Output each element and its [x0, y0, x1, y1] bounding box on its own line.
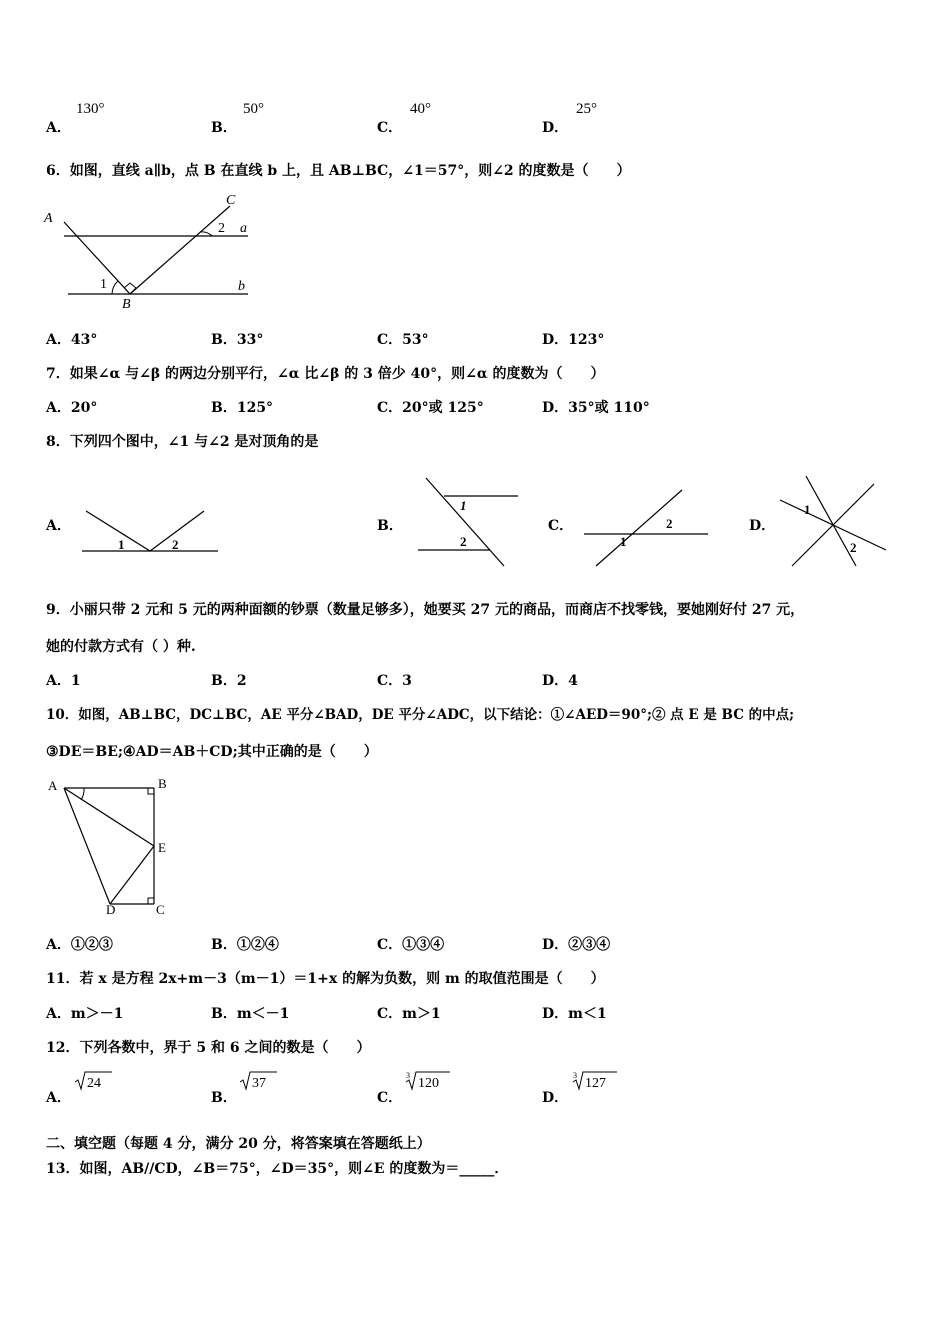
q12-option-b-radical [239, 1070, 279, 1092]
q6-label-a: a [240, 221, 247, 236]
q11-option-b: B．m＜－1 [211, 1006, 290, 1022]
q6-angle2-arc [200, 232, 212, 236]
q8-figure-a [78, 505, 220, 555]
q8-option-c-letter: C． [548, 518, 574, 534]
q12-stem: 12．下列各数中，界于 5 和 6 之间的数是（ ） [46, 1040, 371, 1056]
q10-option-c: C．①③④ [377, 937, 445, 953]
q9-option-a: A．1 [46, 673, 81, 689]
q8-figure-d [776, 474, 892, 568]
q6-label-2: 2 [218, 221, 225, 236]
q9-stem-line2: 她的付款方式有（ ）种. [46, 639, 196, 655]
q9-option-b: B．2 [211, 673, 247, 689]
q5-option-b-value: 50° [243, 101, 264, 117]
q11-option-c: C．m＞1 [377, 1006, 441, 1022]
q5-option-d-letter: D． [542, 120, 569, 136]
q12-option-d-letter: D． [542, 1090, 569, 1106]
q13-stem: 13．如图，AB//CD，∠B＝75°，∠D＝35°，则∠E 的度数为＝_____． [46, 1161, 509, 1177]
q7-option-d: D．35°或 110° [542, 400, 650, 416]
q10-stem-line2: ③DE＝BE;④AD＝AB＋CD;其中正确的是（ ） [46, 744, 378, 760]
q9-option-d: D．4 [542, 673, 578, 689]
q5-option-d-value: 25° [576, 101, 597, 117]
q6-option-d: D．123° [542, 332, 605, 348]
q8-option-a-letter: A． [46, 518, 71, 534]
q6-label-b: b [238, 279, 245, 294]
q5-option-a-value: 130° [76, 101, 105, 117]
q6-stem: 6．如图，直线 a∥b，点 B 在直线 b 上，且 AB⊥BC，∠1＝57°，则∠2 的度数是（ ） [46, 163, 631, 179]
q11-stem: 11．若 x 是方程 2x+m－3（m－1）＝1+x 的解为负数，则 m 的取值范围是（ ） [46, 971, 605, 987]
q8-c-label-1: 1 [620, 534, 627, 549]
q8-figure-b [416, 476, 520, 568]
q8-option-b-letter: B． [377, 518, 403, 534]
q6-figure [40, 190, 260, 310]
q6-option-b: B．33° [211, 332, 264, 348]
q10-option-d: D．②③④ [542, 937, 611, 953]
q12-option-b-radicand: 37 [252, 1076, 266, 1091]
q11-option-a: A．m＞－1 [46, 1006, 124, 1022]
q10-stem-line1: 10．如图，AB⊥BC，DC⊥BC，AE 平分∠BAD，DE 平分∠ADC，以下结论：①∠AED＝90°;② 点 E 是 BC 的中点; [46, 707, 795, 723]
q6-label-C: C [226, 193, 236, 208]
q6-segment-bc [130, 206, 230, 294]
q10-option-b: B．①②④ [211, 937, 279, 953]
q8-figure-c [582, 488, 710, 570]
q6-option-a: A．43° [46, 332, 98, 348]
q8-d-label-1: 1 [804, 502, 811, 517]
q12-option-b-letter: B． [211, 1090, 237, 1106]
q10-label-C: C [156, 902, 165, 917]
q8-b-label-1: 1 [460, 498, 467, 513]
q12-option-c-radicand: 120 [418, 1076, 439, 1091]
q8-option-d-letter: D． [749, 518, 776, 534]
q12-option-d-index: 3 [573, 1071, 577, 1080]
q10-label-A: A [48, 778, 58, 793]
q12-option-c-letter: C． [377, 1090, 403, 1106]
q10-label-E: E [158, 840, 166, 855]
q6-option-c: C．53° [377, 332, 429, 348]
q6-label-1: 1 [100, 277, 107, 292]
q12-option-c-index: 3 [406, 1071, 410, 1080]
q6-right-angle-mark [124, 283, 136, 294]
q10-figure [44, 776, 174, 916]
q5-option-c-letter: C． [377, 120, 403, 136]
q5-option-a-letter: A． [46, 120, 71, 136]
q12-option-c-radical [405, 1070, 451, 1092]
q6-label-B: B [122, 297, 131, 312]
section2-title: 二、填空题（每题 4 分，满分 20 分，将答案填在答题纸上） [46, 1136, 431, 1152]
q8-b-label-2: 2 [460, 534, 467, 549]
q6-label-A: A [44, 211, 53, 226]
q9-option-c: C．3 [377, 673, 412, 689]
q5-option-c-value: 40° [410, 101, 431, 117]
q12-option-d-radicand: 127 [585, 1076, 606, 1091]
q12-option-a-radical [74, 1070, 114, 1092]
q8-d-label-2: 2 [850, 540, 857, 555]
q8-c-label-2: 2 [666, 516, 673, 531]
q10-option-a: A．①②③ [46, 937, 113, 953]
q11-option-d: D．m＜1 [542, 1006, 607, 1022]
q6-segment-ab [64, 222, 130, 294]
q7-stem: 7．如果∠α 与∠β 的两边分别平行，∠α 比∠β 的 3 倍少 40°，则∠α 的度数为（ ） [46, 366, 605, 382]
q6-angle1-arc [112, 281, 118, 294]
q12-option-d-radical [572, 1070, 618, 1092]
q7-option-a: A．20° [46, 400, 98, 416]
q10-label-B: B [158, 776, 167, 791]
q10-label-D: D [106, 902, 116, 917]
q12-option-a-radicand: 24 [87, 1076, 101, 1091]
q9-stem-line1: 9．小丽只带 2 元和 5 元的两种面额的钞票（数量足够多），她要买 27 元的商品，而商店不找零钱，要她刚好付 27 元， [46, 602, 805, 618]
q8-stem: 8．下列四个图中，∠1 与∠2 是对顶角的是 [46, 434, 319, 450]
q8-a-label-2: 2 [172, 537, 179, 552]
q12-option-a-letter: A． [46, 1090, 71, 1106]
q5-option-b-letter: B． [211, 120, 237, 136]
q7-option-b: B．125° [211, 400, 274, 416]
q8-a-label-1: 1 [118, 537, 125, 552]
q7-option-c: C．20°或 125° [377, 400, 484, 416]
